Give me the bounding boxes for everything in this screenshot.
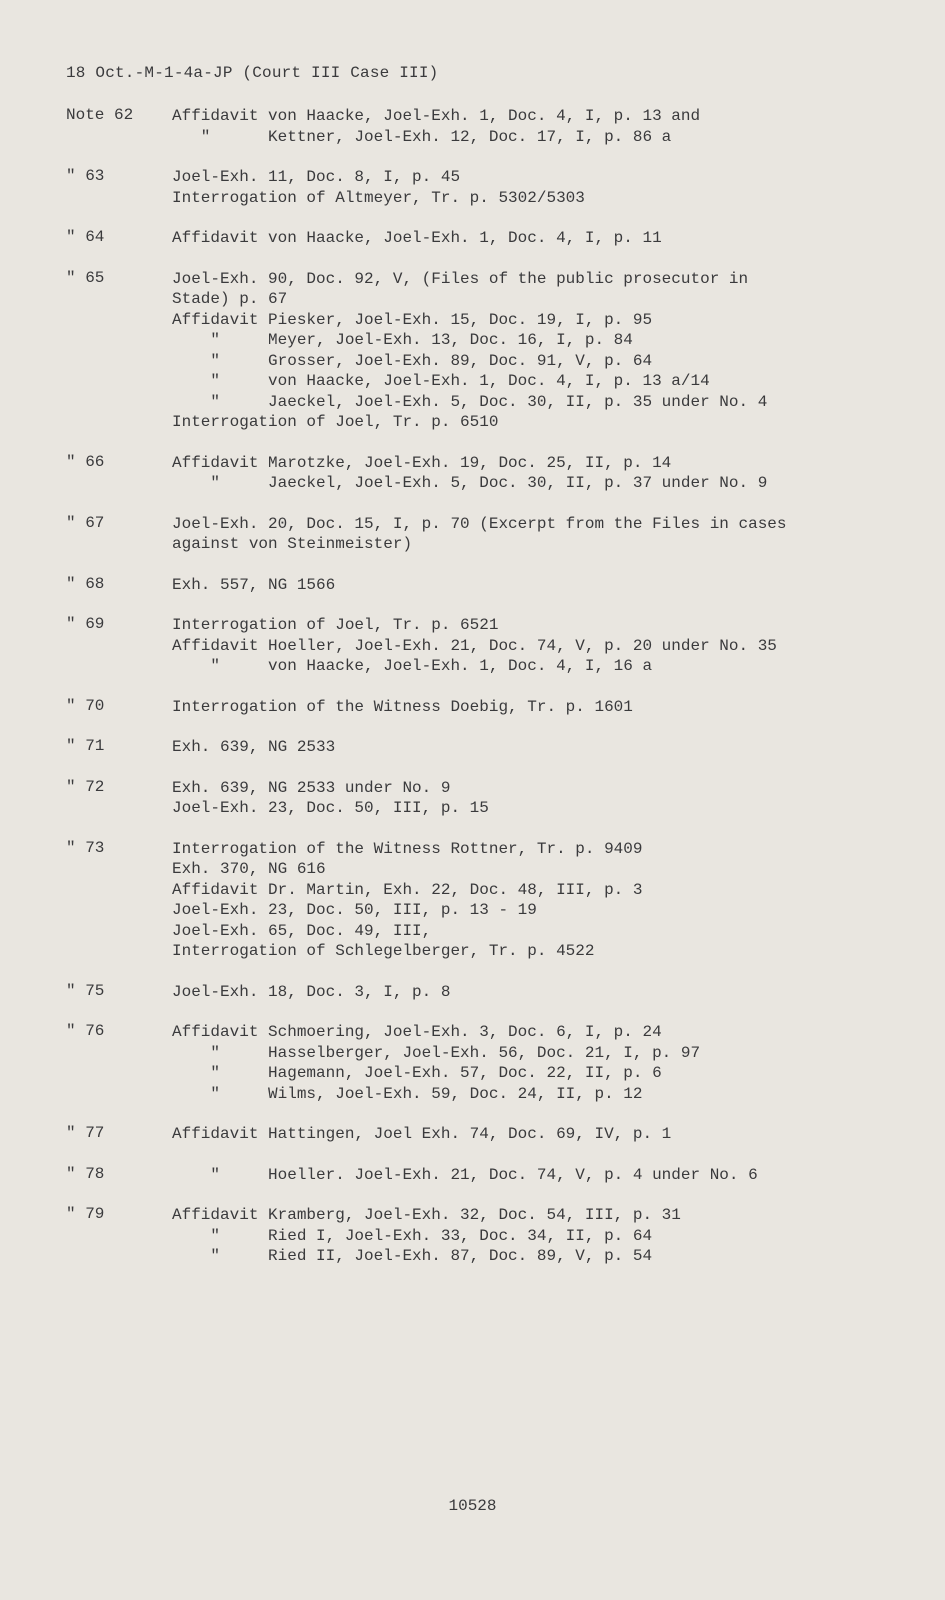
citation-line: Affidavit Kramberg, Joel-Exh. 32, Doc. 54, III, p. 31 [172, 1206, 681, 1224]
note-entry [0, 982, 945, 1003]
note-entry [0, 106, 945, 147]
citation-line: Affidavit Piesker, Joel-Exh. 15, Doc. 19, I, p. 95 [172, 310, 653, 329]
citation-line: Exh. 370, NG 616 [172, 860, 326, 878]
citation-line: Joel-Exh. 23, Doc. 50, III, p. 13 - 19 [172, 901, 537, 919]
note-citations [172, 575, 945, 596]
citation-line: " Jaeckel, Joel-Exh. 5, Doc. 30, II, p. 35 under No. 4 [172, 392, 768, 411]
citation-line: Affidavit von Haacke, Joel-Exh. 1, Doc. 4, I, p. 13 and [172, 107, 701, 125]
citation-line: " Meyer, Joel-Exh. 13, Doc. 16, I, p. 84 [172, 331, 633, 349]
note-label: " 73 [66, 838, 105, 857]
note-label: " 78 [66, 1164, 105, 1183]
citation-line: Interrogation of Schlegelberger, Tr. p. 4522 [172, 942, 595, 960]
note-entry [0, 514, 945, 555]
note-citations [172, 778, 945, 819]
note-label: " 69 [66, 615, 105, 633]
citation-line: Joel-Exh. 90, Doc. 92, V, (Files of the public prosecutor in [172, 269, 749, 288]
note-label: " 70 [66, 696, 105, 715]
note-citations [172, 1165, 945, 1186]
note-citations [172, 514, 945, 555]
citation-line: Affidavit Hattingen, Joel Exh. 74, Doc. 69, IV, p. 1 [172, 1125, 672, 1143]
note-citations [172, 167, 945, 208]
note-citations [172, 1205, 945, 1267]
citation-line: Interrogation of the Witness Rottner, Tr. p. 9409 [172, 839, 643, 858]
note-entry [0, 615, 945, 677]
note-label: " 75 [66, 981, 105, 1000]
citation-line: " von Haacke, Joel-Exh. 1, Doc. 4, I, 16 a [172, 657, 653, 675]
note-citations [172, 737, 945, 758]
citation-line: " Hasselberger, Joel-Exh. 56, Doc. 21, I, p. 97 [172, 1043, 701, 1062]
citation-line: Exh. 557, NG 1566 [172, 575, 336, 594]
note-label: " 76 [66, 1022, 105, 1040]
citation-line: " Jaeckel, Joel-Exh. 5, Doc. 30, II, p. 37 under No. 9 [172, 474, 768, 492]
note-citations [172, 453, 945, 494]
note-label: " 72 [66, 777, 105, 796]
note-entry [0, 228, 945, 249]
note-entry [0, 575, 945, 596]
citation-line: Affidavit Hoeller, Joel-Exh. 21, Doc. 74, V, p. 20 under No. 35 [172, 636, 777, 655]
note-entry [0, 737, 945, 758]
citation-line: " Hagemann, Joel-Exh. 57, Doc. 22, II, p. 6 [172, 1064, 662, 1082]
note-label: " 64 [66, 228, 105, 246]
note-citations [172, 697, 945, 718]
citation-line: " Hoeller. Joel-Exh. 21, Doc. 74, V, p. 4 under No. 6 [172, 1165, 758, 1184]
page-number: 10528 [448, 1497, 497, 1515]
citation-line: Interrogation of Joel, Tr. p. 6521 [172, 616, 499, 634]
note-entry [0, 1165, 945, 1186]
citation-line: Joel-Exh. 11, Doc. 8, I, p. 45 [172, 168, 461, 186]
citation-line: Interrogation of Altmeyer, Tr. p. 5302/5303 [172, 188, 585, 207]
note-citations [172, 615, 945, 677]
note-label: " 65 [66, 268, 105, 287]
notes-list [0, 106, 945, 1287]
note-entry [0, 839, 945, 962]
citation-line: Affidavit von Haacke, Joel-Exh. 1, Doc. 4, I, p. 11 [172, 229, 662, 247]
note-label: Note 62 [66, 106, 134, 124]
citation-line: Affidavit Marotzke, Joel-Exh. 19, Doc. 25, II, p. 14 [172, 453, 672, 472]
note-citations [172, 839, 945, 962]
citation-line: " Grosser, Joel-Exh. 89, Doc. 91, V, p. 64 [172, 351, 653, 370]
citation-line: Affidavit Dr. Martin, Exh. 22, Doc. 48, III, p. 3 [172, 880, 643, 899]
note-label: " 68 [66, 574, 105, 593]
note-citations [172, 106, 945, 147]
note-citations [172, 228, 945, 249]
note-entry [0, 697, 945, 718]
citation-line: Interrogation of the Witness Doebig, Tr. p. 1601 [172, 697, 633, 716]
citation-line: against von Steinmeister) [172, 535, 413, 553]
citation-line: Joel-Exh. 20, Doc. 15, I, p. 70 (Excerpt from the Files in cases [172, 514, 787, 533]
note-citations [172, 1124, 945, 1145]
note-entry [0, 778, 945, 819]
note-label: " 71 [66, 737, 105, 755]
note-label: " 67 [66, 513, 105, 532]
note-label: " 79 [66, 1205, 105, 1223]
note-entry [0, 167, 945, 208]
citation-line: Joel-Exh. 23, Doc. 50, III, p. 15 [172, 799, 489, 817]
note-entry [0, 1205, 945, 1267]
document-header: 18 Oct.-M-1-4a-JP (Court III Case III) [66, 64, 439, 82]
citation-line: " Kettner, Joel-Exh. 12, Doc. 17, I, p. 86 a [172, 127, 672, 146]
note-entry [0, 1124, 945, 1145]
citation-line: " Ried I, Joel-Exh. 33, Doc. 34, II, p. 64 [172, 1226, 653, 1245]
citation-line: Affidavit Schmoering, Joel-Exh. 3, Doc. 6, I, p. 24 [172, 1023, 662, 1041]
citation-line: Interrogation of Joel, Tr. p. 6510 [172, 413, 499, 431]
citation-line: " Wilms, Joel-Exh. 59, Doc. 24, II, p. 12 [172, 1084, 643, 1103]
note-entry [0, 1022, 945, 1104]
note-citations [172, 982, 945, 1003]
note-label: " 66 [66, 452, 105, 471]
note-label: " 63 [66, 167, 105, 185]
note-entry [0, 453, 945, 494]
citation-line: Stade) p. 67 [172, 290, 288, 308]
note-citations [172, 1022, 945, 1104]
citation-line: " von Haacke, Joel-Exh. 1, Doc. 4, I, p. 13 a/14 [172, 372, 710, 390]
citation-line: Joel-Exh. 18, Doc. 3, I, p. 8 [172, 982, 451, 1001]
note-entry [0, 269, 945, 433]
citation-line: Exh. 639, NG 2533 under No. 9 [172, 778, 451, 797]
note-label: " 77 [66, 1124, 105, 1142]
citation-line: " Ried II, Joel-Exh. 87, Doc. 89, V, p. 54 [172, 1247, 653, 1265]
citation-line: Joel-Exh. 65, Doc. 49, III, [172, 921, 432, 940]
citation-line: Exh. 639, NG 2533 [172, 738, 336, 756]
note-citations [172, 269, 945, 433]
